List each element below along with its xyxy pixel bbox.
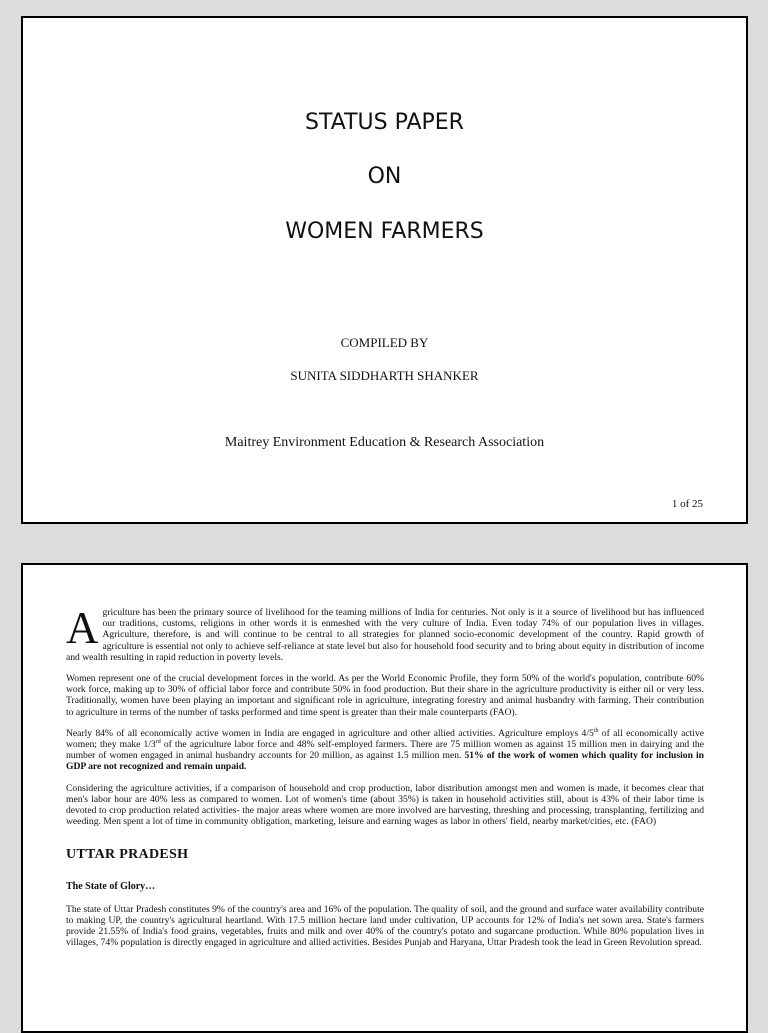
paragraph-women-forces: Women represent one of the crucial development forces in the world. As per the World Economic Profile, they form 50% of the world's population, contribute 60% work force, making up to 30% of official labor force and contribute 50% in food production. But their share in the agriculture productivity is either nil or very less. Traditionally, women have been playing an important and significant role in agriculture, integrating forestry and animal husbandry with farming. Their contribution to agriculture in terms of the number of tasks performed and time spent is greater than their male counterparts (FAO). [66,673,704,718]
paragraph-text-part: of all economically active women; they make 1/3 [66,727,704,751]
cover-page [21,16,748,524]
superscript: rd [155,738,161,745]
superscript: th [593,727,599,734]
author-name: SUNITA SIDDHARTH SHANKER [290,368,479,383]
page-number: 1 of 25 [671,498,703,510]
organization-name: Maitrey Environment Education & Research Association [224,435,545,450]
paragraph-women-statistics [66,728,704,773]
paragraph-labor-comparison: Considering the agriculture activities, if a comparison of household and crop production, labor distribution amongst men and women is made, it becomes clear that men's labor hour are 40% less as compared to women. Lot of women's time (about 35%) is taken in household activities still, about is 43% of their labor time is devoted to crop production related activities- the major areas where women are more involved are harvesting, threshing and processing, transplanting, fertilizing and weeding. Men spent a lot of time in community obligation, marketing, leisure and earning wages as labor in others' field, nearby market/cities, etc. (FAO) [66,782,704,828]
paragraph-intro [66,603,704,663]
paragraph-text-part: Nearly 84% of all economically active women in India are engaged in agriculture and other allied activities. Agriculture employs 4/5 [66,727,594,739]
cover-title-line3: WOMEN FARMERS [285,219,484,244]
bold-statement: 51% of the work of women which quality for inclusion in GDP are not recognized and remain unpaid. [66,750,704,773]
section-heading: UTTAR PRADESH [66,847,189,863]
sub-heading: The State of Glory… [66,880,156,892]
cover-title-line1: STATUS PAPER [305,110,464,135]
paragraph-intro-text: griculture has been the primary source of livelihood for the teaming millions of India for centuries. Not only is it a source of livelihood but has influenced our traditions, customs, religions in other words it is enmeshed with the very culture of India. Even today 74% of our population lives in villages. Agriculture, therefore, is and will continue to be central to all strategies for planned socio-economic development of the country. Rapid growth of agriculture is essential not only to achieve self-reliance at state level but also for household food security and to bring about equity in distribution of income and wealth resulting in rapid reduction in poverty levels. [66,607,704,663]
compiled-by-label: COMPILED BY [340,335,429,350]
content-page [21,563,748,1033]
drop-cap: A [66,603,99,653]
cover-title-line2: ON [367,164,402,189]
paragraph-text-part: of the agriculture labor force and 48% self-employed farmers. There are 75 million women as against 15 million men in dairying and the number of women engaged in animal husbandry accounts for 20 million, as against 1.5 million men. [66,739,704,762]
paragraph-uttar-pradesh: The state of Uttar Pradesh constitutes 9% of the country's area and 16% of the population. The quality of soil, and the ground and surface water availability contribute to making UP, the country's agricultural heartland. With 17.5 million hectare land under cultivation, UP accounts for 12% of India's net sown area. State's farmers provide 21.55% of India's food grains, vegetables, fruits and milk and over 40% of the country's potato and sugarcane production. While 80% population lives in villages, 74% population is directly engaged in agriculture and allied activities. Besides Punjab and Haryana, Uttar Pradesh took the lead in Green Revolution spread. [66,903,704,949]
page-content [66,603,704,959]
